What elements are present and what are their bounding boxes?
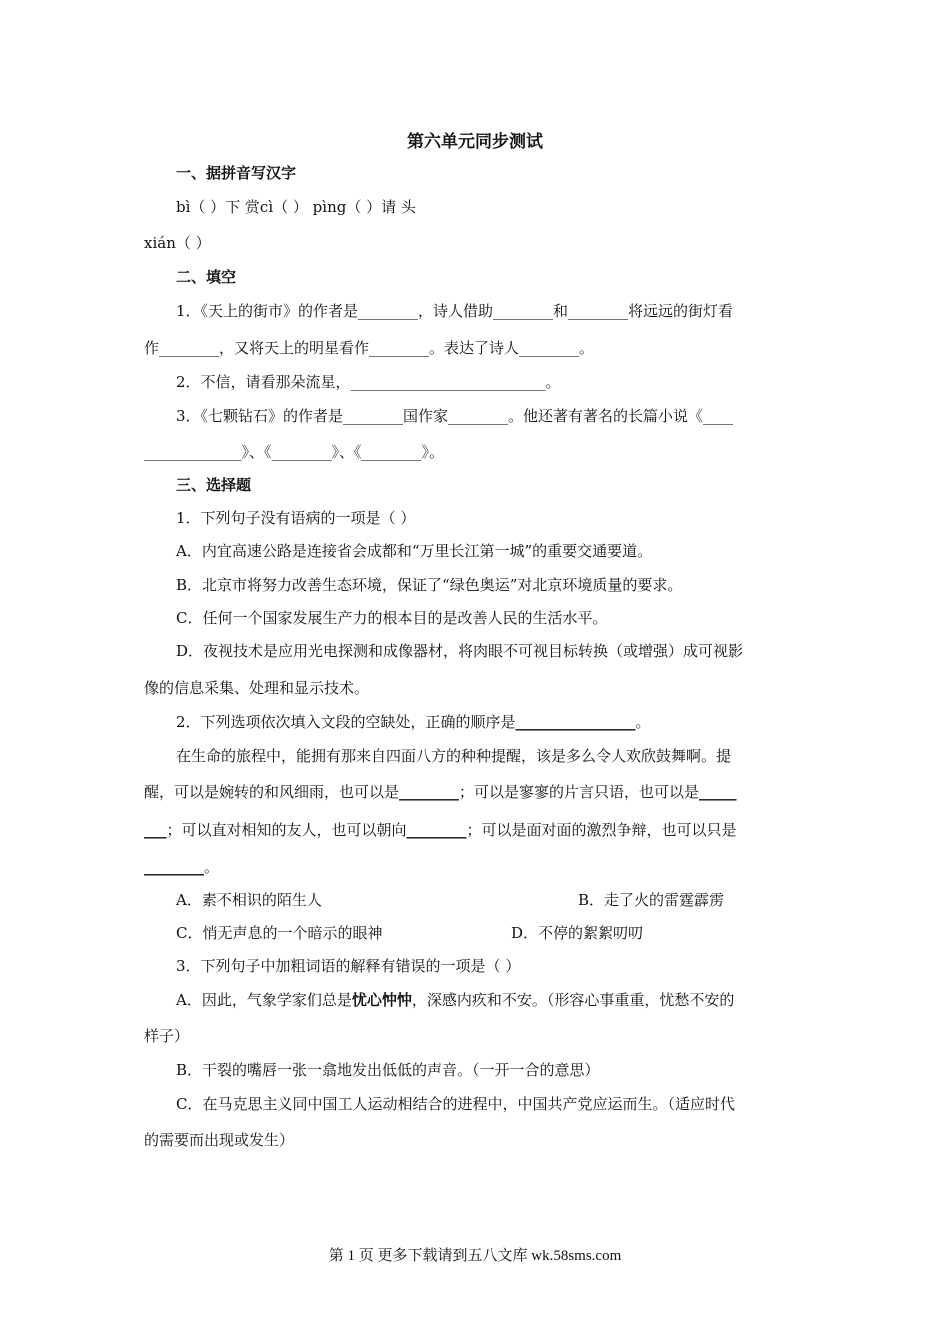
choice-q3-option-a-line-2: 样子）: [144, 1027, 190, 1045]
fill-q2: 2．不信，请看那朵流星，__________________________。: [176, 373, 561, 391]
choice-q3-option-c-line-2: 的需要而出现或发生）: [144, 1131, 295, 1149]
fill-q1-line-1: 1．《天上的街市》的作者是________，诗人借助________和________将远远的街灯看: [176, 302, 734, 320]
passage-blank: ________: [144, 858, 204, 876]
passage-line-2: [144, 781, 737, 802]
passage-text: ；可以直对相知的友人，也可以朝向: [166, 821, 407, 839]
passage-blank: ________: [399, 783, 460, 801]
passage-blank: ________: [406, 821, 467, 839]
section-heading-choice: 三、选择题: [176, 476, 252, 494]
section-heading-fill: 二、填空: [176, 268, 237, 286]
passage-line-3: [144, 819, 737, 840]
choice-q2-option-c: C．悄无声息的一个暗示的眼神: [176, 924, 383, 942]
choice-q2-text: 2．下列选项依次填入文段的空缺处，正确的顺序是: [176, 713, 516, 731]
choice-q1-option-d-line-2: 像的信息采集、处理和显示技术。: [144, 679, 370, 697]
option-text: A．因此，气象学家们总是: [176, 991, 352, 1009]
choice-q2-blank: ________________: [515, 713, 636, 731]
choice-q1-option-b: B．北京市将努力改善生态环境，保证了“绿色奥运”对北京环境质量的要求。: [176, 576, 683, 594]
pinyin-line-1: bì（ ）下 赏cì（ ） pìng（ ）请 头: [176, 198, 416, 216]
option-text: ，深感内疚和不安。（形容心事重重，忧愁不安的: [411, 991, 735, 1009]
bold-term: 忧心忡忡: [351, 991, 412, 1009]
choice-q3: 3．下列句子中加粗词语的解释有错误的一项是（ ）: [176, 957, 521, 975]
choice-q1-option-a: A．内宜高速公路是连接省会成都和“万里长江第一城”的重要交通要道。: [176, 542, 653, 560]
section-heading-pinyin: 一、据拼音写汉字: [176, 164, 297, 182]
choice-q1-option-d-line-1: D．夜视技术是应用光电探测和成像器材，将肉眼不可视目标转换（或增强）成可视影: [176, 642, 744, 660]
choice-q3-option-c-line-1: C．在马克思主义同中国工人运动相结合的进程中，中国共产党应运而生。（适应时代: [176, 1095, 735, 1113]
passage-blank: ___: [144, 821, 167, 839]
fill-q3-line-2: _____________》、《________》、《________》。: [144, 443, 445, 461]
choice-q1-option-c: C．任何一个国家发展生产力的根本目的是改善人民的生活水平。: [176, 609, 608, 627]
passage-text: 醒，可以是婉转的和风细雨，也可以是: [144, 783, 400, 801]
fill-q1-line-2: 作________，又将天上的明星看作________。表达了诗人________。: [144, 339, 595, 357]
choice-q2-end: 。: [635, 713, 651, 731]
choice-q2: [176, 711, 651, 732]
choice-q1: 1．下列句子没有语病的一项是（ ）: [176, 509, 416, 527]
choice-q2-option-a: A．素不相识的陌生人: [176, 891, 322, 909]
page-title: 第六单元同步测试: [407, 132, 543, 152]
passage-text: ；可以是寥寥的片言只语，也可以是: [459, 783, 700, 801]
fill-q3-line-1: 3．《七颗钻石》的作者是________国作家________。他还著有著名的长篇小说《____: [176, 407, 734, 425]
passage-blank: _____: [699, 783, 737, 801]
choice-q2-option-b: B．走了火的雷霆霹雳: [578, 891, 725, 909]
passage-line-4: [144, 856, 219, 877]
choice-q3-option-a-line-1: [176, 989, 734, 1010]
pinyin-line-2: xián（ ）: [144, 234, 211, 252]
choice-q3-option-b: B．干裂的嘴唇一张一翕地发出低低的声音。（一开一合的意思）: [176, 1061, 600, 1079]
page-footer: 第 1 页 更多下载请到五八文库 wk.58sms.com: [328, 1248, 622, 1264]
passage-text: 。: [204, 858, 220, 876]
choice-q2-option-d: D．不停的絮絮叨叨: [511, 924, 644, 942]
passage-text: ；可以是面对面的激烈争辩，也可以只是: [466, 821, 737, 839]
passage-line-1: 在生命的旅程中，能拥有那来自四面八方的种种提醒，该是多么令人欢欣鼓舞啊。提: [176, 747, 732, 765]
